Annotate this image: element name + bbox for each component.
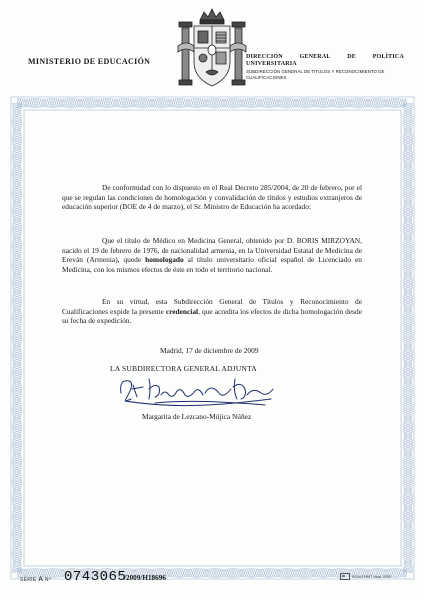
credential-text-start: En su virtud, esta Subdirección General de Títulos y Reconocimiento de Cualificaciones expide la presente [62,297,362,316]
printer-model: RCM-FNMT Mod. 0100 [352,574,392,579]
subdepartment-name [246,69,404,81]
homologation-paragraph [62,236,362,274]
credential-paragraph [62,297,362,326]
department-name-line-1 [246,54,404,60]
guilloche-security-border [10,96,415,580]
department-word: DE [347,54,357,60]
issuing-department [246,54,404,81]
credential-text-end: , que acredita los efectos de dicha homologación desde su fecha de expedición. [62,306,363,325]
signer-name: Margarita de Lezcano-Mújica Núñez [142,412,252,421]
printer-mark [340,573,422,580]
department-word: DIRECCIÓN [246,54,283,60]
handwritten-signature [115,373,280,411]
file-reference: /2009/H18696 [124,574,166,582]
credential-keyword: credencial [165,306,199,316]
homologation-text-start: Que el título de Médico en Medicina General, obtenido por D. BORIS MIRZOYAN, nacido el 19 de febrero de 1976, de nacionalidad armenia, en la Universidad Estatal de Medicina de Ereván (Armenia), quede [62,236,362,264]
fnmt-logo-icon [340,573,350,580]
series-letter: A [38,576,44,583]
spanish-coat-of-arms-icon [176,6,248,94]
ministry-name: MINISTERIO DE EDUCACIÓN [28,57,151,66]
subdepartment-line-1: SUBDIRECCIÓN GENERAL DE TÍTULOS Y RECONOCIMIENTO DE [246,69,385,74]
department-name-line-2: UNIVERSITARIA [246,61,297,67]
serial-number: 0743065 [64,569,127,585]
signer-title: LA SUBDIRECTORA GENERAL ADJUNTA [110,364,257,373]
legal-basis-paragraph: De conformidad con lo dispuesto en el Real Decreto 285/2004, de 20 de febrero, por el que se regulan las condiciones de homologación y convalidación de títulos y estudios extranjeros de educación superior (BOE de 4 de marzo), el Sr. Ministro de Educación ha acordado: [62,183,362,211]
homologation-text-end: al título universitario oficial español de Licenciado en Medicina, con los mismos efectos de éste en todo el territorio nacional. [62,255,362,274]
series-word: SERIE [20,577,37,583]
department-word: GENERAL [299,54,331,60]
place-and-date: Madrid, 17 de diciembre de 2009 [160,346,259,355]
series-label [20,576,51,583]
department-word: POLÍTICA [372,54,404,60]
number-abbrev: Nº [44,577,51,583]
homologated-keyword: homologado [145,255,184,264]
subdepartment-line-2: CUALIFICACIONES [246,75,287,80]
